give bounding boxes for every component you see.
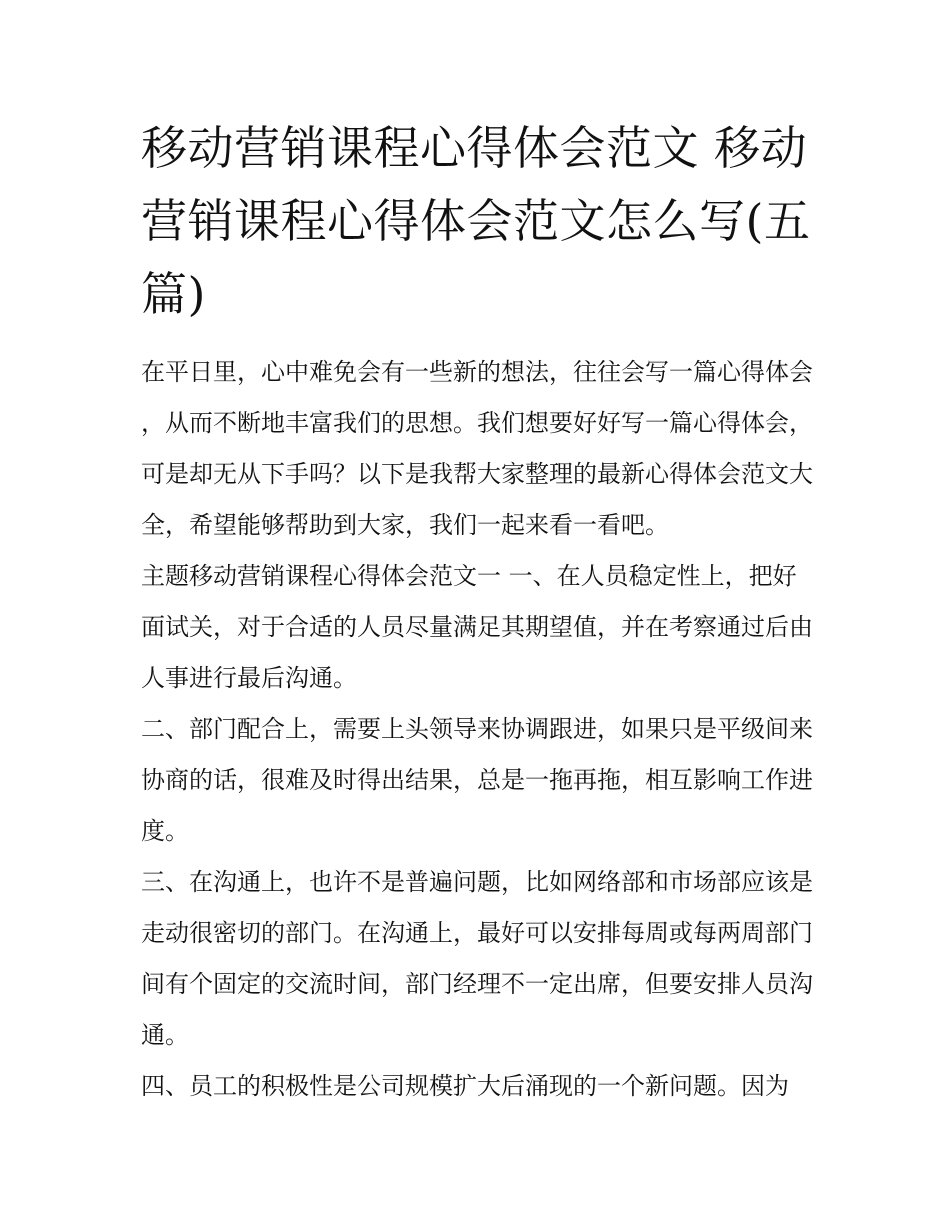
document-body [141,112,813,1112]
paragraph-point-three: 三、在沟通上，也许不是普遍问题，比如网络部和市场部应该是走动很密切的部门。在沟通上，最好可以安排每周或每两周部门间有个固定的交流时间，部门经理不一定出席，但要安排人员沟通。 [141,868,813,1049]
paragraph-intro: 在平日里，心中难免会有一些新的想法，往往会写一篇心得体会，从而不断地丰富我们的思想。我们想要好好写一篇心得体会，可是却无从下手吗？以下是我帮大家整理的最新心得体会范文大全，希望能够帮助到大家，我们一起来看一看吧。 [141,358,813,539]
paragraph-point-two: 二、部门配合上，需要上头领导来协调跟进，如果只是平级间来协商的话，很难及时得出结果，总是一拖再拖，相互影响工作进度。 [141,715,813,845]
document-title: 移动营销课程心得体会范文 移动营销课程心得体会范文怎么写(五篇) [141,121,811,321]
paragraph-point-four: 四、员工的积极性是公司规模扩大后涌现的一个新问题。因为 [141,1072,789,1100]
paragraph-section-one: 主题移动营销课程心得体会范文一 一、在人员稳定性上，把好面试关，对于合适的人员尽量满足其期望值，并在考察通过后由人事进行最后沟通。 [141,562,813,692]
